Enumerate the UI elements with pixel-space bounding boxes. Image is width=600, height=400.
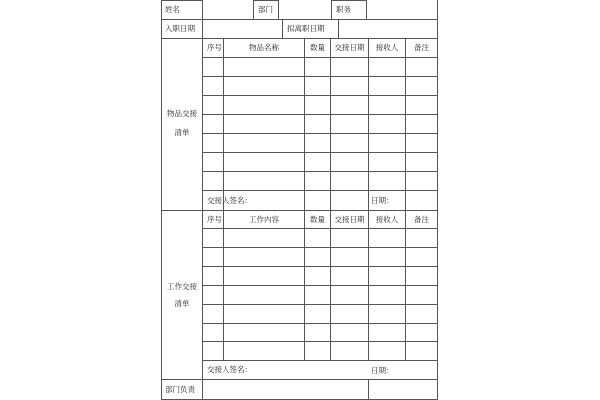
items-row-cell[interactable] xyxy=(224,172,305,191)
work-section-title-line2: 清单 xyxy=(174,299,190,308)
items-row-cell[interactable] xyxy=(203,134,224,153)
items-row-cell[interactable] xyxy=(331,115,369,134)
items-row-cell[interactable] xyxy=(305,134,331,153)
work-row-cell[interactable] xyxy=(203,248,224,267)
items-row-cell[interactable] xyxy=(406,77,438,96)
items-row-cell[interactable] xyxy=(224,134,305,153)
items-section-label-cell xyxy=(161,39,203,211)
items-row-cell[interactable] xyxy=(406,58,438,77)
work-col-date: 交接日期 xyxy=(331,211,369,229)
entry-date-label: 入职日期 xyxy=(161,20,203,39)
work-section-title-line1: 工作交接 xyxy=(167,282,197,291)
dept-label: 部门 xyxy=(254,0,279,20)
items-row-cell[interactable] xyxy=(203,77,224,96)
items-row-cell[interactable] xyxy=(406,115,438,134)
work-row-cell[interactable] xyxy=(406,286,438,305)
position-field[interactable] xyxy=(367,0,438,20)
items-signature-label: 交接人签名： xyxy=(207,195,252,205)
items-row-cell[interactable] xyxy=(203,96,224,115)
work-row-cell[interactable] xyxy=(369,267,406,286)
work-row-cell[interactable] xyxy=(305,286,331,305)
work-row-cell[interactable] xyxy=(224,286,305,305)
work-row-cell[interactable] xyxy=(406,342,438,361)
work-row-cell[interactable] xyxy=(406,305,438,324)
items-row-cell[interactable] xyxy=(331,172,369,191)
work-row-cell[interactable] xyxy=(406,267,438,286)
items-row-cell[interactable] xyxy=(224,115,305,134)
items-date-label: 日期： xyxy=(371,196,394,205)
leave-date-field[interactable] xyxy=(339,20,438,39)
items-section-title-line1: 物品交接 xyxy=(167,109,197,118)
work-row-cell[interactable] xyxy=(331,305,369,324)
items-row-cell[interactable] xyxy=(305,77,331,96)
leave-date-label: 拟离职日期 xyxy=(283,20,339,39)
name-field[interactable] xyxy=(203,0,254,20)
work-row-cell[interactable] xyxy=(406,229,438,248)
items-row-cell[interactable] xyxy=(406,172,438,191)
work-row-cell[interactable] xyxy=(369,324,406,342)
work-row-cell[interactable] xyxy=(224,248,305,267)
items-row-cell[interactable] xyxy=(331,96,369,115)
items-col-remark: 备注 xyxy=(406,39,438,58)
items-row-cell[interactable] xyxy=(203,172,224,191)
work-row-cell[interactable] xyxy=(331,267,369,286)
work-row-cell[interactable] xyxy=(203,324,224,342)
work-row-cell[interactable] xyxy=(203,229,224,248)
work-row-cell[interactable] xyxy=(305,248,331,267)
work-row-cell[interactable] xyxy=(224,305,305,324)
dept-field[interactable] xyxy=(279,0,332,20)
items-row-cell[interactable] xyxy=(305,115,331,134)
name-label: 姓名 xyxy=(161,0,203,20)
work-row-cell[interactable] xyxy=(369,286,406,305)
work-date-label: 日期： xyxy=(371,366,394,375)
work-col-index: 序号 xyxy=(203,211,224,229)
items-row-cell[interactable] xyxy=(224,77,305,96)
work-row-cell[interactable] xyxy=(331,229,369,248)
work-col-content: 工作内容 xyxy=(224,211,305,229)
work-col-qty: 数量 xyxy=(305,211,331,229)
items-col-name: 物品名称 xyxy=(224,39,305,58)
items-col-index: 序号 xyxy=(203,39,224,58)
work-row-cell[interactable] xyxy=(369,342,406,361)
items-signature-row xyxy=(203,191,438,211)
work-row-cell[interactable] xyxy=(331,248,369,267)
work-row-cell[interactable] xyxy=(224,342,305,361)
items-row-cell[interactable] xyxy=(224,96,305,115)
work-row-cell[interactable] xyxy=(369,229,406,248)
items-row-cell[interactable] xyxy=(406,153,438,172)
items-row-cell[interactable] xyxy=(305,96,331,115)
work-row-cell[interactable] xyxy=(369,248,406,267)
items-col-qty: 数量 xyxy=(305,39,331,58)
dept-head-label: 部门负责 xyxy=(161,380,203,400)
work-col-receiver: 接收人 xyxy=(369,211,406,229)
position-label: 职务 xyxy=(332,0,367,20)
work-row-cell[interactable] xyxy=(203,342,224,361)
items-row-cell[interactable] xyxy=(305,58,331,77)
work-row-cell[interactable] xyxy=(305,324,331,342)
items-row-cell[interactable] xyxy=(369,153,406,172)
work-signature-label: 交接人签名： xyxy=(207,365,252,375)
dept-head-date-field[interactable] xyxy=(369,380,438,400)
dept-head-signature-field[interactable] xyxy=(203,380,369,400)
items-row-cell[interactable] xyxy=(224,58,305,77)
items-row-cell[interactable] xyxy=(406,96,438,115)
items-row-cell[interactable] xyxy=(369,172,406,191)
work-row-cell[interactable] xyxy=(331,286,369,305)
work-row-cell[interactable] xyxy=(331,324,369,342)
work-row-cell[interactable] xyxy=(406,324,438,342)
items-row-cell[interactable] xyxy=(203,58,224,77)
work-row-cell[interactable] xyxy=(203,267,224,286)
items-col-date: 交接日期 xyxy=(331,39,369,58)
work-section-label-cell xyxy=(161,211,203,380)
items-row-cell[interactable] xyxy=(369,115,406,134)
work-col-remark: 备注 xyxy=(406,211,438,229)
items-row-cell[interactable] xyxy=(331,58,369,77)
work-row-cell[interactable] xyxy=(305,267,331,286)
entry-date-field[interactable] xyxy=(203,20,283,39)
work-row-cell[interactable] xyxy=(305,342,331,361)
work-row-cell[interactable] xyxy=(224,229,305,248)
items-row-cell[interactable] xyxy=(369,58,406,77)
work-row-cell[interactable] xyxy=(305,229,331,248)
items-row-cell[interactable] xyxy=(369,134,406,153)
items-row-cell[interactable] xyxy=(406,134,438,153)
work-row-cell[interactable] xyxy=(369,305,406,324)
work-row-cell[interactable] xyxy=(331,342,369,361)
items-row-cell[interactable] xyxy=(305,172,331,191)
items-row-cell[interactable] xyxy=(331,134,369,153)
items-row-cell[interactable] xyxy=(224,153,305,172)
items-col-receiver: 接收人 xyxy=(369,39,406,58)
work-row-cell[interactable] xyxy=(203,286,224,305)
items-row-cell[interactable] xyxy=(203,153,224,172)
items-row-cell[interactable] xyxy=(331,153,369,172)
items-row-cell[interactable] xyxy=(369,77,406,96)
items-row-cell[interactable] xyxy=(203,115,224,134)
work-row-cell[interactable] xyxy=(305,305,331,324)
items-section-title-line2: 清单 xyxy=(174,128,190,137)
items-row-cell[interactable] xyxy=(331,77,369,96)
work-row-cell[interactable] xyxy=(224,324,305,342)
items-row-cell[interactable] xyxy=(305,153,331,172)
work-row-cell[interactable] xyxy=(224,267,305,286)
work-row-cell[interactable] xyxy=(203,305,224,324)
work-signature-row xyxy=(203,361,438,380)
work-row-cell[interactable] xyxy=(406,248,438,267)
items-row-cell[interactable] xyxy=(369,96,406,115)
